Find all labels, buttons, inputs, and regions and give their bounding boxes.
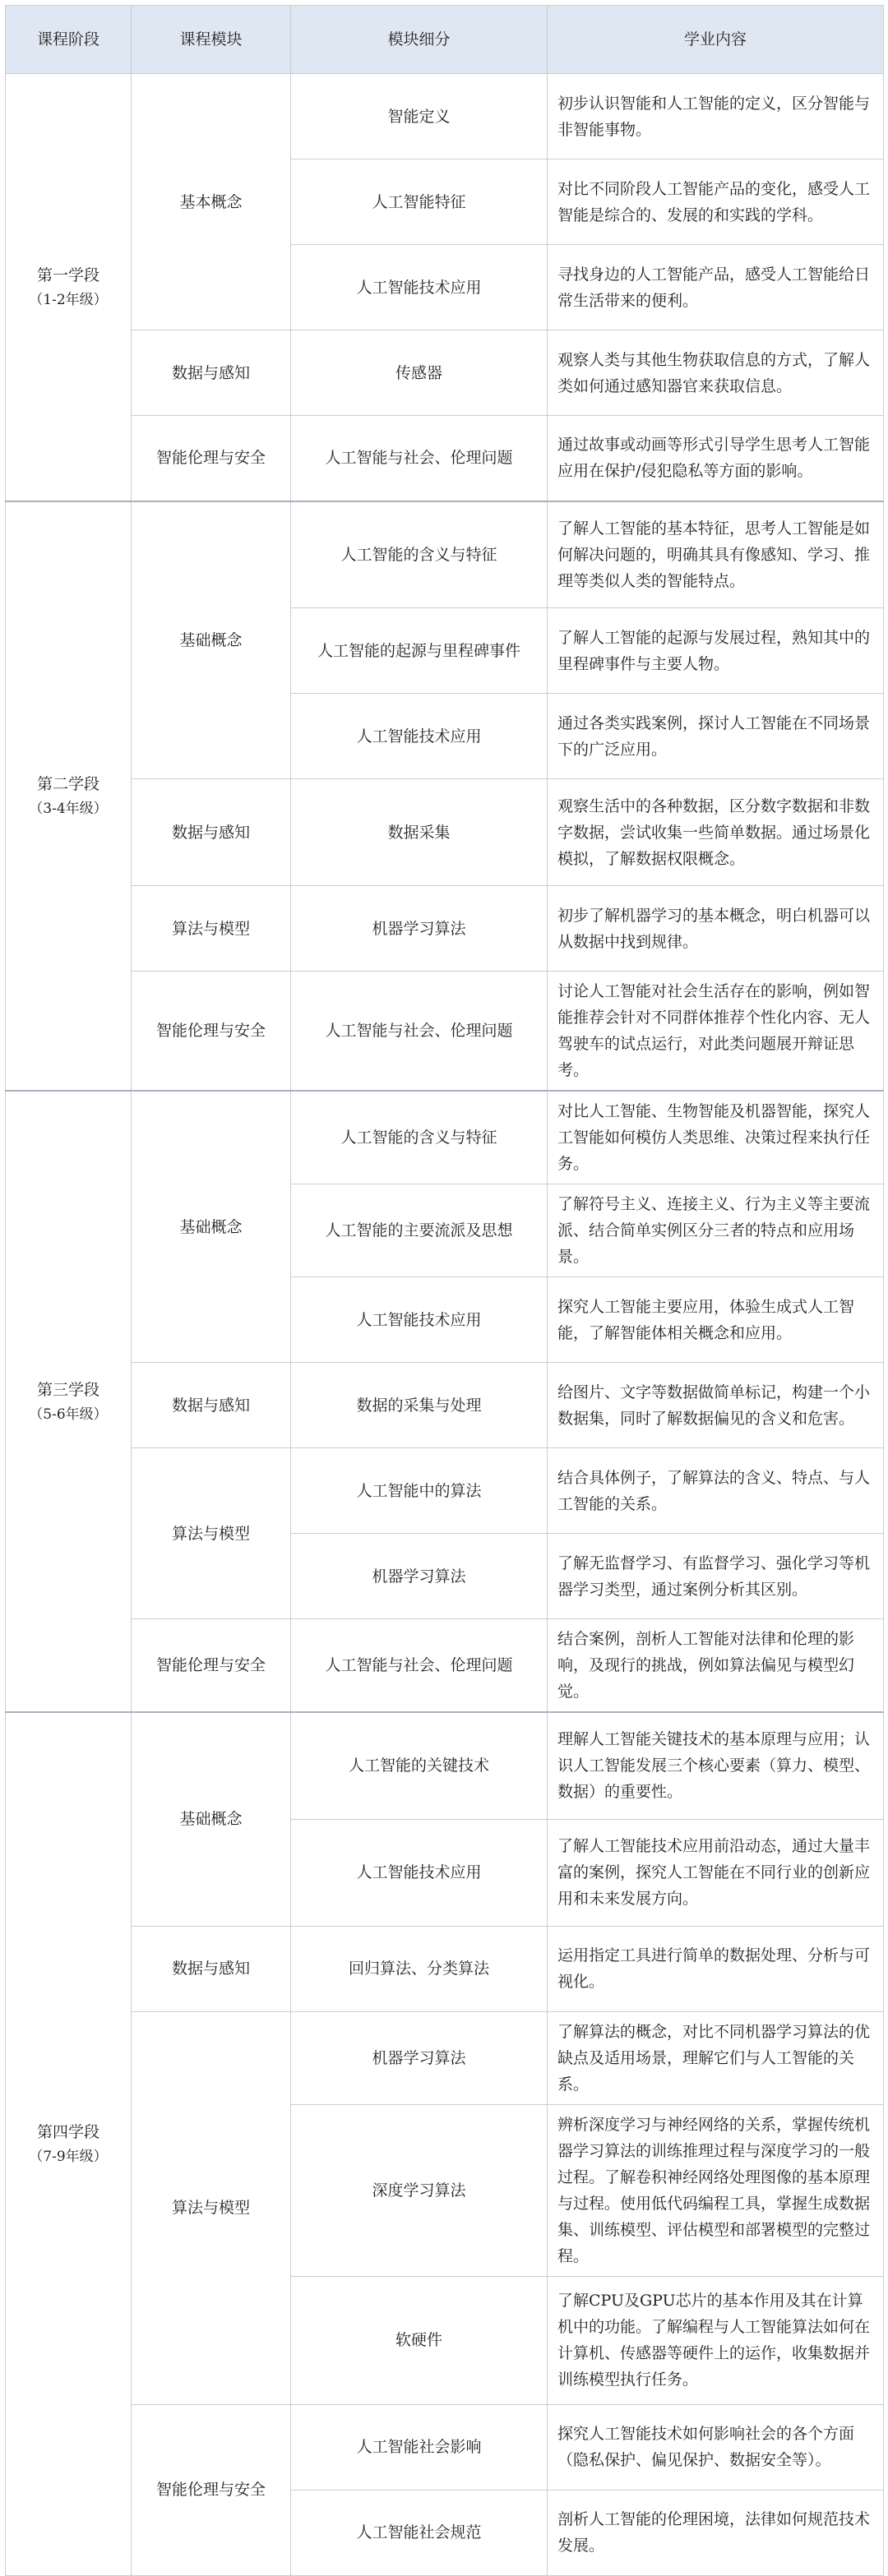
table-row <box>6 416 884 501</box>
module-cell: 智能伦理与安全 <box>132 2404 291 2575</box>
detail-cell: 传感器 <box>291 330 548 416</box>
content-cell: 理解人工智能关键技术的基本原理与应用；认识人工智能发展三个核心要素（算力、模型、数据）的重要性。 <box>548 1712 884 1819</box>
stage-cell <box>6 501 132 1092</box>
detail-cell: 人工智能特征 <box>291 159 548 245</box>
content-cell: 探究人工智能技术如何影响社会的各个方面（隐私保护、偏见保护、数据安全等）。 <box>548 2404 884 2490</box>
table-header-row <box>6 6 884 74</box>
header-content: 学业内容 <box>548 6 884 74</box>
detail-cell: 人工智能的含义与特征 <box>291 1091 548 1184</box>
stage-cell <box>6 1091 132 1712</box>
detail-cell: 机器学习算法 <box>291 1534 548 1619</box>
header-module: 课程模块 <box>132 6 291 74</box>
content-cell: 观察人类与其他生物获取信息的方式，了解人类如何通过感知器官来获取信息。 <box>548 330 884 416</box>
module-cell: 算法与模型 <box>132 886 291 972</box>
module-cell: 智能伦理与安全 <box>132 972 291 1092</box>
curriculum-table <box>5 5 884 2576</box>
content-cell: 讨论人工智能对社会生活存在的影响，例如智能推荐会针对不同群体推荐个性化内容、无人驾驶车的试点运行，对此类问题展开辩证思考。 <box>548 972 884 1092</box>
table-row <box>6 1926 884 2011</box>
module-cell: 算法与模型 <box>132 1448 291 1619</box>
stage-cell <box>6 1712 132 2575</box>
detail-cell: 人工智能与社会、伦理问题 <box>291 416 548 501</box>
module-cell: 数据与感知 <box>132 1363 291 1448</box>
detail-cell: 人工智能的起源与里程碑事件 <box>291 608 548 694</box>
detail-cell: 机器学习算法 <box>291 886 548 972</box>
content-cell: 了解无监督学习、有监督学习、强化学习等机器学习类型，通过案例分析其区别。 <box>548 1534 884 1619</box>
content-cell: 结合案例，剖析人工智能对法律和伦理的影响，及现行的挑战，例如算法偏见与模型幻觉。 <box>548 1619 884 1713</box>
content-cell: 对比不同阶段人工智能产品的变化，感受人工智能是综合的、发展的和实践的学科。 <box>548 159 884 245</box>
table-row <box>6 2404 884 2490</box>
detail-cell: 人工智能技术应用 <box>291 1819 548 1926</box>
content-cell: 剖析人工智能的伦理困境，法律如何规范技术发展。 <box>548 2490 884 2575</box>
detail-cell: 机器学习算法 <box>291 2011 548 2104</box>
detail-cell: 深度学习算法 <box>291 2104 548 2276</box>
content-cell: 探究人工智能主要应用，体验生成式人工智能，了解智能体相关概念和应用。 <box>548 1277 884 1363</box>
stage-grade: （7-9年级） <box>29 2149 108 2166</box>
module-cell: 基础概念 <box>132 501 291 779</box>
detail-cell: 人工智能社会规范 <box>291 2490 548 2575</box>
content-cell: 运用指定工具进行简单的数据处理、分析与可视化。 <box>548 1926 884 2011</box>
content-cell: 给图片、文字等数据做简单标记，构建一个小数据集，同时了解数据偏见的含义和危害。 <box>548 1363 884 1448</box>
detail-cell: 人工智能的主要流派及思想 <box>291 1184 548 1277</box>
table-row <box>6 74 884 159</box>
stage-name: 第三学段 <box>36 1381 99 1399</box>
detail-cell: 人工智能社会影响 <box>291 2404 548 2490</box>
header-stage: 课程阶段 <box>6 6 132 74</box>
content-cell: 结合具体例子，了解算法的含义、特点、与人工智能的关系。 <box>548 1448 884 1534</box>
table-row <box>6 2011 884 2104</box>
detail-cell: 数据采集 <box>291 779 548 886</box>
detail-cell: 软硬件 <box>291 2276 548 2404</box>
content-cell: 了解算法的概念，对比不同机器学习算法的优缺点及适用场景，理解它们与人工智能的关系。 <box>548 2011 884 2104</box>
content-cell: 初步了解机器学习的基本概念，明白机器可以从数据中找到规律。 <box>548 886 884 972</box>
table-row <box>6 1363 884 1448</box>
module-cell: 算法与模型 <box>132 2011 291 2404</box>
table-row <box>6 886 884 972</box>
content-cell: 辨析深度学习与神经网络的关系，掌握传统机器学习算法的训练推理过程与深度学习的一般过程。了解卷积神经网络处理图像的基本原理与过程。使用低代码编程工具，掌握生成数据集、训练模型、评估模型和部署模型的完整过程。 <box>548 2104 884 2276</box>
stage-grade: （3-4年级） <box>29 801 108 818</box>
content-cell: 通过各类实践案例，探讨人工智能在不同场景下的广泛应用。 <box>548 694 884 779</box>
module-cell: 数据与感知 <box>132 779 291 886</box>
content-cell: 初步认识智能和人工智能的定义，区分智能与非智能事物。 <box>548 74 884 159</box>
table-row <box>6 501 884 608</box>
table-body <box>6 74 884 2576</box>
table-row <box>6 972 884 1092</box>
module-cell: 基本概念 <box>132 74 291 330</box>
content-cell: 观察生活中的各种数据，区分数字数据和非数字数据，尝试收集一些简单数据。通过场景化模拟，了解数据权限概念。 <box>548 779 884 886</box>
content-cell: 了解人工智能的基本特征，思考人工智能是如何解决问题的，明确其具有像感知、学习、推理等类似人类的智能特点。 <box>548 501 884 608</box>
stage-name: 第二学段 <box>36 775 99 794</box>
content-cell: 了解人工智能技术应用前沿动态，通过大量丰富的案例，探究人工智能在不同行业的创新应用和未来发展方向。 <box>548 1819 884 1926</box>
table-row <box>6 1091 884 1184</box>
header-detail: 模块细分 <box>291 6 548 74</box>
content-cell: 了解人工智能的起源与发展过程，熟知其中的里程碑事件与主要人物。 <box>548 608 884 694</box>
content-cell: 寻找身边的人工智能产品，感受人工智能给日常生活带来的便利。 <box>548 245 884 330</box>
table-row <box>6 1712 884 1819</box>
stage-cell <box>6 74 132 501</box>
detail-cell: 回归算法、分类算法 <box>291 1926 548 2011</box>
content-cell: 对比人工智能、生物智能及机器智能，探究人工智能如何模仿人类思维、决策过程来执行任务。 <box>548 1091 884 1184</box>
detail-cell: 人工智能技术应用 <box>291 694 548 779</box>
detail-cell: 人工智能的关键技术 <box>291 1712 548 1819</box>
detail-cell: 人工智能技术应用 <box>291 245 548 330</box>
detail-cell: 智能定义 <box>291 74 548 159</box>
module-cell: 基础概念 <box>132 1091 291 1363</box>
detail-cell: 人工智能与社会、伦理问题 <box>291 972 548 1092</box>
stage-name: 第一学段 <box>36 266 99 285</box>
table-row <box>6 779 884 886</box>
module-cell: 数据与感知 <box>132 1926 291 2011</box>
detail-cell: 人工智能中的算法 <box>291 1448 548 1534</box>
content-cell: 了解CPU及GPU芯片的基本作用及其在计算机中的功能。了解编程与人工智能算法如何在计算机、传感器等硬件上的运作，收集数据并训练模型执行任务。 <box>548 2276 884 2404</box>
detail-cell: 数据的采集与处理 <box>291 1363 548 1448</box>
module-cell: 数据与感知 <box>132 330 291 416</box>
module-cell: 基础概念 <box>132 1712 291 1926</box>
module-cell: 智能伦理与安全 <box>132 416 291 501</box>
content-cell: 通过故事或动画等形式引导学生思考人工智能应用在保护/侵犯隐私等方面的影响。 <box>548 416 884 501</box>
content-cell: 了解符号主义、连接主义、行为主义等主要流派、结合简单实例区分三者的特点和应用场景。 <box>548 1184 884 1277</box>
stage-name: 第四学段 <box>36 2123 99 2142</box>
stage-grade: （5-6年级） <box>29 1406 108 1423</box>
table-row <box>6 1619 884 1713</box>
module-cell: 智能伦理与安全 <box>132 1619 291 1713</box>
detail-cell: 人工智能与社会、伦理问题 <box>291 1619 548 1713</box>
table-row <box>6 1448 884 1534</box>
stage-grade: （1-2年级） <box>29 292 108 309</box>
detail-cell: 人工智能技术应用 <box>291 1277 548 1363</box>
detail-cell: 人工智能的含义与特征 <box>291 501 548 608</box>
table-row <box>6 330 884 416</box>
